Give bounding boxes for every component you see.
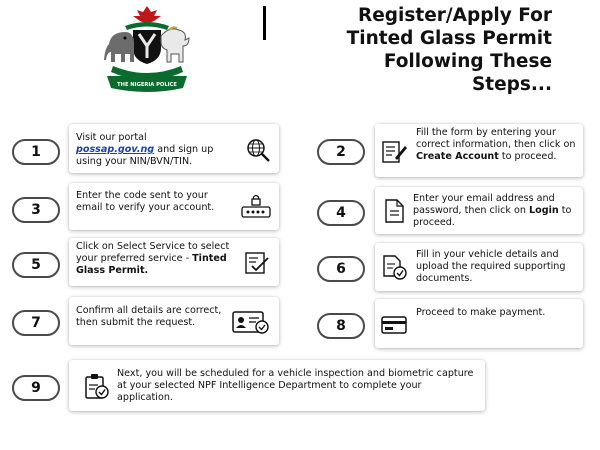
document-icon [381, 198, 407, 224]
form-pen-icon [381, 138, 407, 164]
step-card-6 [375, 243, 583, 291]
step-number-9: 9 [12, 375, 60, 401]
step-number-1: 1 [12, 139, 60, 165]
step-text-1: Visit our portal possap.gov.ng and sign up using your NIN/BVN/TIN. [76, 132, 214, 167]
nigeria-police-logo [103, 4, 191, 100]
step-number-2: 2 [317, 139, 365, 165]
step-card-2 [375, 124, 583, 177]
step-card-3 [69, 183, 279, 230]
step-number-8: 8 [317, 313, 365, 339]
clipboard-check-icon [83, 373, 109, 399]
id-verified-icon [232, 309, 270, 335]
step-number-5: 5 [12, 252, 60, 278]
title-line-3: Following These [383, 51, 552, 72]
step-card-4 [375, 187, 583, 234]
title-line-1: Register/Apply For [357, 5, 552, 26]
page-title [232, 4, 552, 96]
step-card-7 [69, 297, 279, 345]
title-line-4: Steps... [471, 74, 552, 95]
step-text-5: Click on Select Service to select your preferred service - Tinted Glass Permit. [76, 241, 230, 276]
step-text-9: Next, you will be scheduled for a vehicle inspection and biometric capture at your selected NPF Intelligence Department to complete your application. [117, 368, 474, 403]
step-text-4: Enter your email address and password, then click on Login to proceed. [413, 193, 572, 228]
portal-link[interactable]: possap.gov.ng [76, 144, 155, 155]
payment-card-icon [381, 312, 407, 338]
step-number-7: 7 [12, 310, 60, 336]
upload-document-icon [381, 254, 407, 280]
step-card-9 [69, 360, 485, 411]
step-text-6: Fill in your vehicle details and upload the required supporting documents. [416, 249, 566, 284]
checklist-icon [244, 250, 270, 276]
step-card-8 [375, 299, 583, 348]
step-number-4: 4 [317, 200, 365, 226]
step-card-5 [69, 238, 279, 286]
step-number-6: 6 [317, 256, 365, 282]
title-line-2: Tinted Glass Permit [346, 28, 552, 49]
step-text-3: Enter the code sent to your email to verify your account. [76, 190, 215, 213]
step-text-7: Confirm all details are correct, then submit the request. [76, 305, 222, 328]
step-text-8: Proceed to make payment. [416, 307, 546, 318]
step-number-3: 3 [12, 197, 60, 223]
step-text-2: Fill the form by entering your correct information, then click on Create Account to proceed. [416, 127, 576, 162]
step-card-1 [69, 124, 279, 173]
web-search-icon [245, 137, 271, 163]
logo-text: THE NIGERIA POLICE [117, 82, 177, 88]
password-lock-icon [241, 193, 271, 219]
